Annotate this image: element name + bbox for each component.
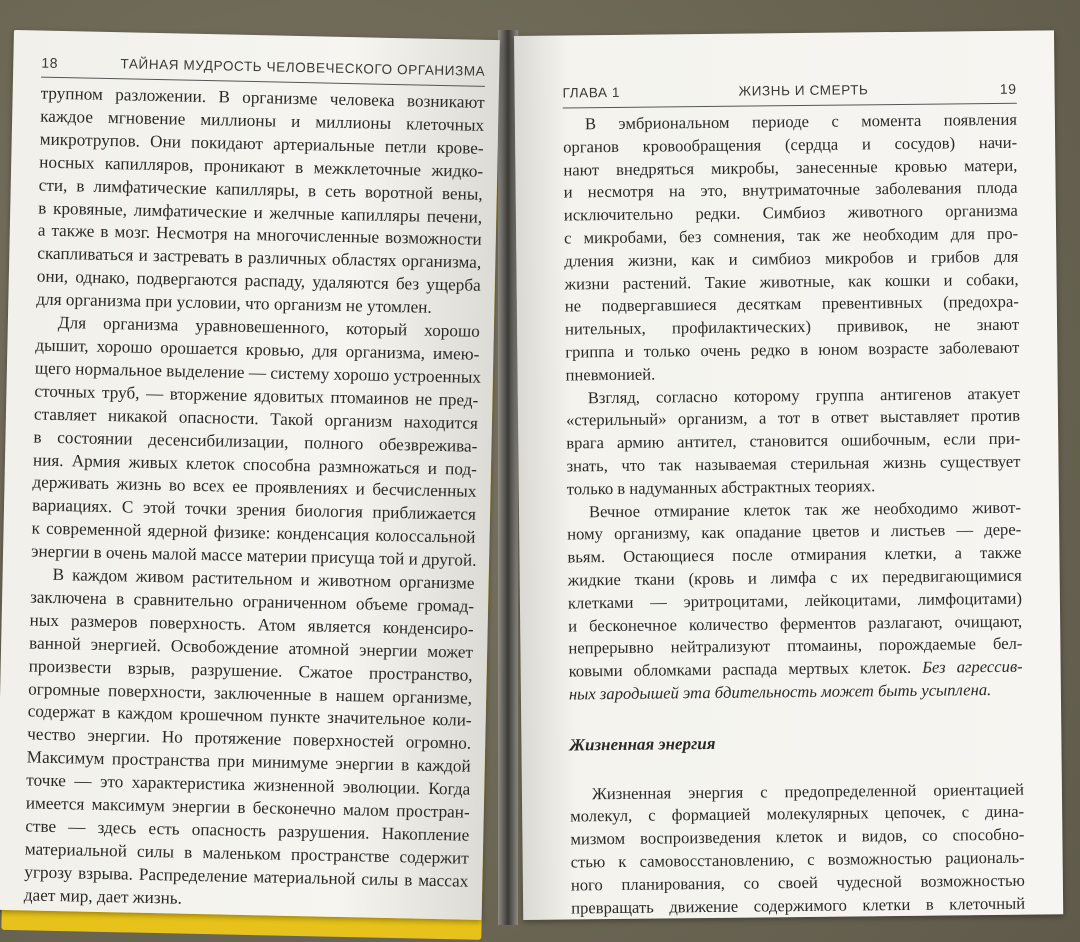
text-line: органов кровообращения (сердца и сосудов) начи- [563,132,1018,157]
text-line: вариациях. С этой точки зрения биология приближается [31,495,477,525]
text-line: дышит, хорошо орошается кровью, для организма, имею- [35,335,480,364]
text-line: ставляет никакой опасности. Такой организм находится [33,404,479,433]
text-line: стве — здесь есть опасность разрушения. Накопление [25,816,470,845]
text-line: скапливаться и застревать в различных областях организма, [37,243,482,273]
left-page-number: 18 [41,54,59,71]
text-line: точке — это характеристика жизненной эволюции. Когда [26,770,471,799]
text-line: в кровяные, лимфатические и желчные капилляры печени, [38,198,483,227]
text-line: произвести взрыв, разрушение. Сжатое пространство, [28,656,473,685]
text-line: к современной ядерной физике: конденсация колоссальной [31,518,476,547]
text-line: а также в мозг. Несмотря на многочисленные возможности [37,220,482,250]
text-line: жидкие ткани (кровь и лимфа с их передвигающимися [567,565,1022,590]
text-line: вьям. Остающиеся после отмирания клетки, а также [567,542,1022,567]
text-line: нительных, профилактических) прививок, не знают [564,314,1020,339]
text-line: угрозу взрыва. Распределение материальной силы в массах [24,862,469,891]
text-line: ных размеров поверхность. Атом является конденсиро- [29,610,474,639]
text-line: пневмонией. [565,364,656,385]
text-line: микротрупов. Они покидают артериальные петли крове- [39,129,484,158]
right-page-number: 19 [999,80,1017,97]
text-line: для организма при условии, что организм не утомлен. [36,289,432,317]
right-page-header [563,79,1017,109]
text-line: дает мир, дает жизнь. [23,885,183,908]
text-line: Вечное отмирание клеток так же необходимо живот- [588,497,1022,521]
text-line: и бесконечное количество ферментов разлагают, очищают, [568,611,1023,635]
text-line: врага армию антител, становится ошибочным, если при- [566,428,1021,453]
text-line: гриппа и только очень редко в юном возрасте заболевают [565,337,1020,362]
text-line: нают внедряться микробы, занесенные кровью матери, [563,155,1018,180]
section-heading: Жизненная энергия [569,733,716,755]
text-line: молекул, с формацией молекулярных цепочек, с дина- [570,802,1025,826]
text-line: «стерильный» организм, а тот в ответ выставляет против [565,406,1021,430]
left-page-body [24,83,485,917]
text-segment: ковыми обломками распада мертвых клеток. [568,658,912,681]
text-line: они, однако, подвергаются распаду, удаляются без ущерба [36,266,481,296]
left-page-header [41,53,485,87]
text-line: содержат в каждом крошечном пункте значительное коли- [27,701,472,731]
text-line: ному организму, как опадание цветов и листьев — дере- [567,520,1022,544]
text-line: ного планирования, со своей чудесной возможностью [570,870,1025,895]
text-line: щего нормальное выделение — систему хорошо устроенных [34,358,482,387]
text-line: в состоянии десенсибилизации, полного обезврежива- [33,427,478,456]
text-line: сти, в лимфатические капилляры, в сеть воротной вены, [38,175,483,204]
text-line: мизмом воспроизведения клеток и видов, со способно- [570,824,1025,849]
text-line: с микробами, без сомнения, так же необходим для про- [564,223,1019,248]
text-line: и несмотря на это, внутриматочные заболевания плода [563,178,1018,202]
text-line: имеется максимум энергии в бесконечно малом простран- [25,793,470,822]
text-line: непрерывно нейтрализуют птомаины, порождаемые бел- [568,634,1023,658]
right-running-title: ЖИЗНЬ И СМЕРТЬ [738,82,869,99]
text-line: дления жизни, как и симбиоз микробов и грибов для [564,246,1019,271]
text-line: Жизненная энергия с предопределенной ориентацией [591,779,1025,803]
text-line: только в надуманных абстрактных теориях. [566,475,876,499]
left-page [0,30,500,920]
text-line: Максимум пространства при минимуме энергии в каждой [26,747,471,777]
text-line: жизни растений. Такие животные, как кошки и собаки, [564,269,1019,294]
text-line: клетками — эритроцитами, лейкоцитами, лимфоцитами) [567,588,1023,613]
text-line: носных капилляров, проникают в межклеточные жидко- [39,152,484,181]
text-line: заключена в сравнительно ограниченном объеме громад- [29,587,475,616]
chapter-label: ГЛАВА 1 [562,84,621,101]
text-line: стью к самовосстановлению, с возможностью рациональ- [570,847,1025,872]
italic-line: ных зародышей эта бдительность может быть усыплена. [568,679,992,704]
left-running-title: ТАЙНАЯ МУДРОСТЬ ЧЕЛОВЕЧЕСКОГО ОРГАНИЗМА [120,56,486,79]
text-line: В каждом живом растительном и животном организме [52,564,475,593]
text-line: В эмбриональном периоде с момента появления [584,109,1017,134]
text-line: ванной энергией. Освобождение атомной энергии может [28,633,474,662]
text-line: материальной силы в маленьком пространстве содержит [24,839,469,868]
text-line: Для организма уравновешенного, который хорошо [57,313,480,341]
text-line: каждое мгновение миллионы и миллионы клеточных [40,106,485,135]
text-line: исключительно редки. Симбиоз животного организма [563,200,1018,225]
text-line: знать, что так называемая стерильная жизнь существует [566,451,1021,476]
text-line: энергии в очень малой массе материи присуща той и другой. [30,541,477,570]
right-page-body [563,109,1025,920]
italic-segment: Без агрессив- [922,656,1023,677]
text-line: Взгляд, согласно которому группа антигенов атакует [587,383,1020,407]
right-page [514,30,1063,920]
text-line: огромные поверхности, заключенные в нашем организме, [28,679,473,708]
text-line: сточных труб, — вторжение ядовитых птомаинов не пред- [34,381,479,410]
text-line: трупном разложении. В организме человека возникают [40,83,485,112]
text-line: превращать движение содержимого клетки в клеточный [571,893,1026,917]
text-line: чество энергии. Но протяжение поверхностей огромно. [27,724,472,754]
text-line: ния. Армия живых клеток способна размножаться и под- [32,449,478,479]
text-line: держивать жизнь во всех ее проявлениях и бесчисленных [32,472,477,502]
text-line: не подвергавшиеся десяткам превентивных (предохра- [564,292,1019,316]
